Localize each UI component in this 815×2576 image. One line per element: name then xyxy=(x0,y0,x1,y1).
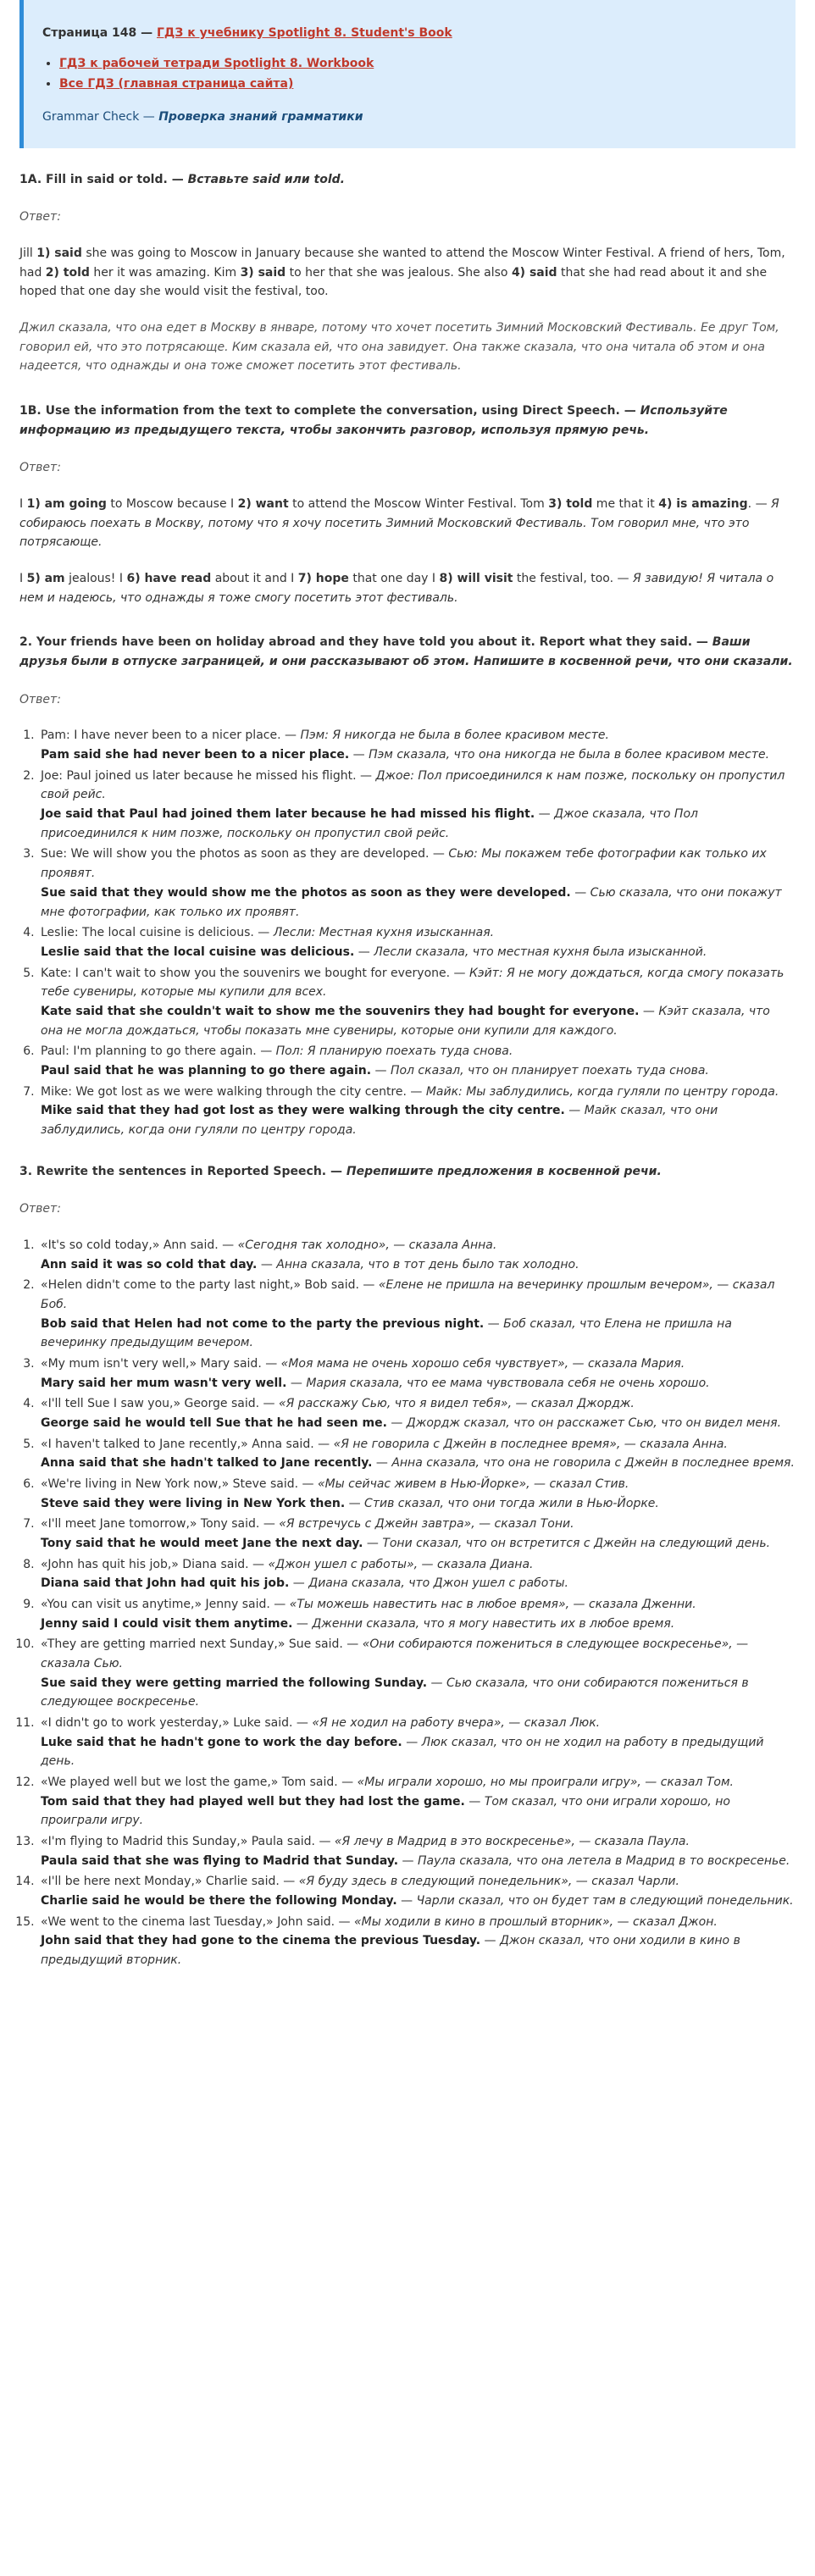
answer-text: Paul said that he was planning to go there again. xyxy=(41,1063,372,1077)
question-text: «My mum isn't very well,» Mary said. — xyxy=(41,1356,281,1371)
question-text: «I'll tell Sue I saw you,» George said. — xyxy=(41,1397,279,1411)
question-text: Mike: We got lost as we were walking through the city centre. — xyxy=(41,1084,426,1099)
answer-translation: Мария сказала, что ее мама чувствовала себя не очень хорошо. xyxy=(306,1376,710,1390)
question-translation: «Я расскажу Сью, что я видел тебя», — сказал Джордж. xyxy=(278,1397,635,1411)
answer-word: 2) told xyxy=(45,265,90,280)
task-title-en: 1A. Fill in said or told. — xyxy=(19,172,188,186)
list-item: 8. «John has quit his job,» Diana said. — «Джон ушел с работы», — сказала Диана. Diana said that John had quit his job. — Диана сказала, что Джон ушел с работы. xyxy=(38,1555,796,1593)
text-fragment: she was going to Moscow in January because she wanted to attend the Moscow Winter Festival. A friend of hers, Tom, had xyxy=(19,247,785,280)
all-gdz-link[interactable]: Все ГДЗ (главная страница сайта) xyxy=(59,77,294,91)
list-item: 1. «It's so cold today,» Ann said. — «Сегодня так холодно», — сказала Анна. Ann said it was so cold that day. — Анна сказала, что в тот день было так холодно. xyxy=(38,1236,796,1274)
task-title-ru: Вставьте said или told. xyxy=(187,172,345,186)
text-fragment: to her that she was jealous. She also xyxy=(286,265,512,280)
answer-word: 4) said xyxy=(511,265,557,280)
answer-translation: Паула сказала, что она летела в Мадрид в то воскресенье. xyxy=(417,1853,790,1868)
question-translation: Джое: Пол присоединился к нам позже, поскольку он пропустил свой рейс. xyxy=(41,768,785,802)
answer-text: Mary said her mum wasn't very well. xyxy=(41,1376,287,1390)
answer-translation: Чарли сказал, что он будет там в следующий понедельник. xyxy=(416,1894,794,1908)
question-text: «We went to the cinema last Tuesday,» John said. — xyxy=(41,1914,354,1929)
list-item: 9. «You can visit us anytime,» Jenny said. — «Ты можешь навестить нас в любое время», — сказала Дженни. Jenny said I could visit them anytime. — Дженни сказала, что я могу навестить их в любое время. xyxy=(38,1595,796,1633)
grammar-check-ru: Проверка знаний грамматики xyxy=(158,110,363,125)
list-item: 1. Pam: I have never been to a nicer place. — Пэм: Я никогда не была в более красивом месте. Pam said she had never been to a nicer place. — Пэм сказала, что она никогда не была в более красивом месте. xyxy=(38,726,796,764)
question-translation: «Моя мама не очень хорошо себя чувствует», — сказала Мария. xyxy=(280,1356,685,1371)
answer-text: Steve said they were living in New York then. xyxy=(41,1496,346,1510)
list-item: 10. «They are getting married next Sunday,» Sue said. — «Они собираются пожениться в следующее воскресенье», — сказала Сью. Sue said they were getting married the following Sunday. — Сью сказала, что они собираются пожениться в следующее воскресенье. xyxy=(38,1635,796,1712)
answer-text: Tom said that they had played well but they had lost the game. xyxy=(41,1794,465,1809)
question-text: Joe: Paul joined us later because he missed his flight. — xyxy=(41,768,376,783)
question-translation: Кэйт: Я не могу дождаться, когда смогу показать тебе сувениры, которые мы купили для всех. xyxy=(41,966,785,1000)
answer-translation: Боб сказал, что Елена не пришла на вечеринку предыдущим вечером. xyxy=(41,1316,732,1350)
answer-text: Paula said that she was flying to Madrid that Sunday. xyxy=(41,1853,399,1868)
question-text: Pam: I have never been to a nicer place. — xyxy=(41,728,301,743)
task-title-en: 1B. Use the information from the text to complete the conversation, using Direct Speech. — xyxy=(19,404,640,418)
question-text: «It's so cold today,» Ann said. — xyxy=(41,1238,238,1252)
answer-translation: Том сказал, что они играли хорошо, но проиграли игру. xyxy=(41,1794,730,1828)
task-1a-translation: Джил сказала, что она едет в Москву в январе, потому что хочет посетить Зимний Московский Фестиваль. Ее друг Том, говорил ей, что это потрясающе. Ким сказала ей, что она завидует. Она также сказала, что она читала об этом и она надеется, что однажды и она тоже сможет посетить этот фестиваль. xyxy=(19,321,779,374)
text-fragment: her it was amazing. Kim xyxy=(89,265,241,280)
question-translation: «Мы играли хорошо, но мы проиграли игру», — сказал Том. xyxy=(357,1776,735,1790)
task-1b-title xyxy=(19,402,796,440)
list-item: 5. Kate: I can't wait to show you the souvenirs we bought for everyone. — Кэйт: Я не могу дождаться, когда смогу показать тебе сувениры, которые мы купили для всех. Kate said that she couldn't wait to show me the souvenirs they had bought for everyone. — Кэйт сказала, что она не могла дождаться, чтобы показать мне сувениры, которые они купили для каждого. xyxy=(38,964,796,1041)
question-translation: Пол: Я планирую поехать туда снова. xyxy=(275,1044,513,1059)
question-translation: Майк: Мы заблудились, когда гуляли по центру города. xyxy=(425,1084,779,1099)
question-text: «I'll meet Jane tomorrow,» Tony said. — xyxy=(41,1517,280,1532)
answer-translation: Пол сказал, что он планирует поехать туда снова. xyxy=(390,1063,709,1077)
answer-word: 1) said xyxy=(36,247,82,261)
translation-text: Я собираюсь поехать в Москву, потому что я хочу посетить Зимний Московский Фестиваль. Том говорил мне, что это потрясающе. xyxy=(19,497,779,550)
question-text: «You can visit us anytime,» Jenny said. — xyxy=(41,1598,290,1611)
answer-text: Sue said that they would show me the photos as soon as they were developed. xyxy=(41,885,571,900)
list-item: 15. «We went to the cinema last Tuesday,» John said. — «Мы ходили в кино в прошлый вторник», — сказал Джон. John said that they had gone to the cinema the previous Tuesday. — Джон сказал, что они ходили в кино в предыдущий вторник. xyxy=(38,1913,796,1970)
question-translation: «Ты можешь навестить нас в любое время», — сказала Дженни. xyxy=(289,1598,696,1611)
question-translation: «Джон ушел с работы», — сказала Диана. xyxy=(268,1557,534,1571)
answer-translation: Джон сказал, что они ходили в кино в предыдущий вторник. xyxy=(41,1934,740,1968)
answer-text: Luke said that he hadn't gone to work the day before. xyxy=(41,1735,402,1749)
question-text: «They are getting married next Sunday,» Sue said. — xyxy=(41,1637,363,1652)
answer-text: Jenny said I could visit them anytime. xyxy=(41,1616,293,1631)
answer-text: Tony said that he would meet Jane the next day. xyxy=(41,1536,363,1550)
answer-translation: Майк сказал, что они заблудились, когда они гуляли по центру города. xyxy=(41,1104,718,1137)
list-item: 6. «We're living in New York now,» Steve said. — «Мы сейчас живем в Нью-Йорке», — сказал Стив. Steve said they were living in New York then. — Стив сказал, что они тогда жили в Нью-Йорке. xyxy=(38,1475,796,1513)
text-fragment: Jill xyxy=(19,247,37,261)
question-translation: Сью: Мы покажем тебе фотографии как только их проявят. xyxy=(41,847,767,881)
text-fragment: I xyxy=(19,497,27,512)
question-translation: «Я буду здесь в следующий понедельник», — сказал Чарли. xyxy=(298,1875,679,1889)
task-1b-paragraph-2 xyxy=(19,569,796,607)
answer-translation: Диана сказала, что Джон ушел с работы. xyxy=(308,1576,568,1591)
answer-translation: Сью сказала, что они собираются пожениться в следующее воскресенье. xyxy=(41,1676,749,1709)
navigation-box xyxy=(19,0,796,148)
answer-translation: Джое сказала, что Пол присоединился к ним позже, поскольку он пропустил свой рейс. xyxy=(41,807,698,840)
answer-text: Kate said that she couldn't wait to show me the souvenirs they had bought for everyone. xyxy=(41,1004,640,1018)
task-title-ru: Ваши друзья были в отпуске заграницей, и они рассказывают об этом. Напишите в косвенной речи, что они сказали. xyxy=(19,635,793,669)
answer-text: Pam said she had never been to a nicer place. xyxy=(41,748,350,762)
task-3-title xyxy=(19,1162,796,1182)
list-item: 3. «My mum isn't very well,» Mary said. — «Моя мама не очень хорошо себя чувствует», — сказала Мария. Mary said her mum wasn't very well. — Мария сказала, что ее мама чувствовала себя не очень хорошо. xyxy=(38,1354,796,1393)
answer-word: 5) am xyxy=(26,572,65,586)
answer-translation: Джордж сказал, что он расскажет Сью, что он видел меня. xyxy=(406,1415,782,1430)
task-1a-answer-text xyxy=(19,244,796,302)
task-title-ru: Перепишите предложения в косвенной речи. xyxy=(346,1164,662,1178)
list-item: 13. «I'm flying to Madrid this Sunday,» Paula said. — «Я лечу в Мадрид в это воскресенье», — сказала Паула. Paula said that she was flying to Madrid that Sunday. — Паула сказала, что она летела в Мадрид в то воскресенье. xyxy=(38,1832,796,1870)
question-translation: «Я лечу в Мадрид в это воскресенье», — сказала Паула. xyxy=(334,1835,690,1849)
task-2-answer-list xyxy=(19,726,796,1139)
answer-word: 2) want xyxy=(237,497,289,512)
list-item xyxy=(59,54,779,74)
question-text: «John has quit his job,» Diana said. — xyxy=(41,1557,269,1571)
answer-translation: Кэйт сказала, что она не могла дождаться, чтобы показать мне сувениры, которые они купили для каждого. xyxy=(41,1004,770,1038)
textbook-link[interactable]: ГДЗ к учебнику Spotlight 8. Student's Book xyxy=(157,26,452,40)
related-links-list xyxy=(42,54,779,94)
text-fragment: about it and I xyxy=(211,572,298,586)
question-text: Kate: I can't wait to show you the souvenirs we bought for everyone. — xyxy=(41,966,469,980)
question-translation: «Я не говорила с Джейн в последнее время», — сказала Анна. xyxy=(333,1437,728,1451)
text-fragment: that one day I xyxy=(348,572,440,586)
answer-translation: Лесли сказала, что местная кухня была изысканной. xyxy=(374,945,707,959)
answer-word: 8) will visit xyxy=(439,572,513,586)
page-reference xyxy=(42,24,779,43)
answer-translation: Стив сказал, что они тогда жили в Нью-Йорке. xyxy=(364,1496,659,1510)
question-text: «I'll be here next Monday,» Charlie said. — xyxy=(41,1875,299,1889)
answer-text: Joe said that Paul had joined them later because he had missed his flight. xyxy=(41,807,535,822)
answer-label: Ответ: xyxy=(19,1202,61,1216)
question-translation: «Я не ходил на работу вчера», — сказал Люк. xyxy=(312,1716,601,1731)
section-heading xyxy=(42,108,779,127)
answer-text: Anna said that she hadn't talked to Jane recently. xyxy=(41,1456,373,1471)
question-translation: «Мы сейчас живем в Нью-Йорке», — сказал Стив. xyxy=(317,1476,629,1491)
answer-text: Charlie said he would be there the following Monday. xyxy=(41,1894,397,1908)
answer-translation: Сью сказала, что они покажут мне фотографии, как только их проявят. xyxy=(41,885,782,919)
answer-text: Ann said it was so cold that day. xyxy=(41,1257,258,1271)
answer-text: Sue said they were getting married the following Sunday. xyxy=(41,1676,428,1690)
question-text: «I didn't go to work yesterday,» Luke said. — xyxy=(41,1716,313,1731)
list-item: 11. «I didn't go to work yesterday,» Luke said. — «Я не ходил на работу вчера», — сказал Люк. Luke said that he hadn't gone to work the day before. — Люк сказал, что он не ходил на работу в предыдущий день. xyxy=(38,1714,796,1771)
answer-label: Ответ: xyxy=(19,461,61,475)
list-item: 6. Paul: I'm planning to go there again. — Пол: Я планирую поехать туда снова. Paul said that he was planning to go there again. — Пол сказал, что он планирует поехать туда снова. xyxy=(38,1042,796,1080)
question-translation: «Сегодня так холодно», — сказала Анна. xyxy=(237,1238,497,1252)
task-title-ru: Используйте информацию из предыдущего текста, чтобы закончить разговор, используя прямую речь. xyxy=(19,404,728,437)
list-item: 2. «Helen didn't come to the party last night,» Bob said. — «Елене не пришла на вечеринку прошлым вечером», — сказал Боб. Bob said that Helen had not come to the party the previous night. — Боб сказал, что Елена не пришла на вечеринку предыдущим вечером. xyxy=(38,1276,796,1353)
grammar-check-label: Grammar Check — xyxy=(42,110,159,125)
answer-word: 3) said xyxy=(240,265,286,280)
answer-text: George said he would tell Sue that he had seen me. xyxy=(41,1415,387,1430)
question-text: «We're living in New York now,» Steve said. — xyxy=(41,1476,318,1491)
text-fragment: I xyxy=(19,572,27,586)
question-translation: Лесли: Местная кухня изысканная. xyxy=(273,926,495,940)
list-item: 7. Mike: We got lost as we were walking through the city centre. — Майк: Мы заблудились, когда гуляли по центру города. Mike said that they had got lost as they were walking through the city centre. — Майк сказал, что они заблудились, когда они гуляли по центру города. xyxy=(38,1083,796,1140)
question-text: «Helen didn't come to the party last night,» Bob said. — xyxy=(41,1278,379,1293)
answer-word: 3) told xyxy=(548,497,593,512)
text-fragment: jealous! I xyxy=(64,572,127,586)
question-translation: «Я встречусь с Джейн завтра», — сказал Тони. xyxy=(279,1517,574,1532)
answer-word: 7) hope xyxy=(297,572,349,586)
question-text: «I haven't talked to Jane recently,» Anna said. — xyxy=(41,1437,334,1451)
translation-text: Я завидую! Я читала о нем и надеюсь, что однажды я тоже смогу посетить этот фестиваль. xyxy=(19,572,774,605)
answer-translation: Дженни сказала, что я могу навестить их в любое время. xyxy=(312,1616,675,1631)
text-fragment: that she had read about it and she hoped that one day she would visit the festival, too. xyxy=(19,265,768,299)
list-item: 4. «I'll tell Sue I saw you,» George said. — «Я расскажу Сью, что я видел тебя», — сказал Джордж. George said he would tell Sue that he had seen me. — Джордж сказал, что он расскажет Сью, что он видел меня. xyxy=(38,1394,796,1432)
answer-text: Bob said that Helen had not come to the party the previous night. xyxy=(41,1316,485,1331)
answer-text: Diana said that John had quit his job. xyxy=(41,1576,290,1591)
answer-text: Leslie said that the local cuisine was delicious. xyxy=(41,945,355,959)
question-text: Leslie: The local cuisine is delicious. — xyxy=(41,926,274,940)
list-item: 14. «I'll be here next Monday,» Charlie said. — «Я буду здесь в следующий понедельник», — сказал Чарли. Charlie said he would be there the following Monday. — Чарли сказал, что он будет там в следующий понедельник. xyxy=(38,1872,796,1910)
answer-translation: Люк сказал, что он не ходил на работу в предыдущий день. xyxy=(41,1735,764,1769)
list-item: 4. Leslie: The local cuisine is delicious. — Лесли: Местная кухня изысканная. Leslie said that the local cuisine was delicious. — Лесли сказала, что местная кухня была изысканной. xyxy=(38,923,796,961)
list-item: 5. «I haven't talked to Jane recently,» Anna said. — «Я не говорила с Джейн в последнее время», — сказала Анна. Anna said that she hadn't talked to Jane recently. — Анна сказала, что она не говорила с Джейн в последнее время. xyxy=(38,1435,796,1473)
list-item xyxy=(59,75,779,94)
answer-label: Ответ: xyxy=(19,692,61,706)
list-item: 12. «We played well but we lost the game,» Tom said. — «Мы играли хорошо, но мы проиграли игру», — сказал Том. Tom said that they had played well but they had lost the game. — Том сказал, что они играли хорошо, но проиграли игру. xyxy=(38,1773,796,1831)
question-text: «I'm flying to Madrid this Sunday,» Paula said. — xyxy=(41,1835,335,1849)
task-3-answer-list xyxy=(19,1236,796,1970)
text-fragment: me that it xyxy=(592,497,659,512)
question-translation: «Они собираются пожениться в следующее воскресенье», — сказала Сью. xyxy=(41,1637,749,1671)
question-text: Paul: I'm planning to go there again. — xyxy=(41,1044,276,1059)
question-text: «We played well but we lost the game,» Tom said. — xyxy=(41,1776,358,1790)
answer-translation: Анна сказала, что в тот день было так холодно. xyxy=(276,1257,579,1271)
answer-text: Mike said that they had got lost as they were walking through the city centre. xyxy=(41,1104,565,1118)
question-text: Sue: We will show you the photos as soon as they are developed. — xyxy=(41,847,449,861)
answer-translation: Анна сказала, что она не говорила с Джейн в последнее время. xyxy=(391,1456,795,1471)
text-fragment: the festival, too. — xyxy=(513,572,633,586)
answer-word: 1) am going xyxy=(26,497,107,512)
workbook-link[interactable]: ГДЗ к рабочей тетради Spotlight 8. Workbook xyxy=(59,56,374,70)
task-1b-paragraph-1 xyxy=(19,495,796,552)
page-label: Страница 148 — xyxy=(42,26,158,40)
answer-word: 6) have read xyxy=(126,572,212,586)
list-item: 3. Sue: We will show you the photos as soon as they are developed. — Сью: Мы покажем тебе фотографии как только их проявят. Sue said that they would show me the photos as soon as they were developed. — Сью сказала, что они покажут мне фотографии, как только их проявят. xyxy=(38,845,796,922)
task-title-en: 2. Your friends have been on holiday abroad and they have told you about it. Report what they said. — xyxy=(19,635,712,650)
question-translation: «Мы ходили в кино в прошлый вторник», — сказал Джон. xyxy=(353,1914,718,1929)
answer-word: 4) is amazing xyxy=(658,497,748,512)
answer-label: Ответ: xyxy=(19,210,61,224)
list-item: 7. «I'll meet Jane tomorrow,» Tony said. — «Я встречусь с Джейн завтра», — сказал Тони. Tony said that he would meet Jane the next day. — Тони сказал, что он встретится с Джейн на следующий день. xyxy=(38,1515,796,1553)
answer-translation: Пэм сказала, что она никогда не была в более красивом месте. xyxy=(369,748,770,762)
task-title-en: 3. Rewrite the sentences in Reported Speech. — xyxy=(19,1164,347,1178)
text-fragment: to Moscow because I xyxy=(106,497,238,512)
list-item: 2. Joe: Paul joined us later because he missed his flight. — Джое: Пол присоединился к нам позже, поскольку он пропустил свой рейс. Joe said that Paul had joined them later because he had missed his flight. — Джое сказала, что Пол присоединился к ним позже, поскольку он пропустил свой рейс. xyxy=(38,767,796,844)
answer-translation: Тони сказал, что он встретится с Джейн на следующий день. xyxy=(382,1536,771,1550)
task-2-title xyxy=(19,633,796,671)
answer-text: John said that they had gone to the cinema the previous Tuesday. xyxy=(41,1934,481,1948)
question-translation: «Елене не пришла на вечеринку прошлым вечером», — сказал Боб. xyxy=(41,1278,775,1311)
text-fragment: to attend the Moscow Winter Festival. Tom xyxy=(288,497,549,512)
question-translation: Пэм: Я никогда не была в более красивом месте. xyxy=(300,728,609,743)
text-fragment: . — xyxy=(747,497,772,512)
task-1a-title xyxy=(19,170,796,190)
